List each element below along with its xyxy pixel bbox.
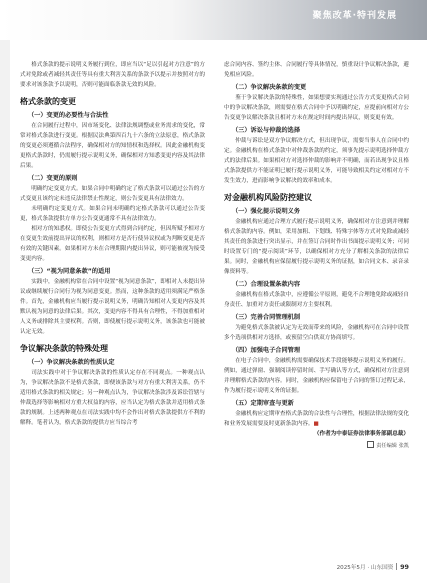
paragraph: 为避免格式条款被认定为无效而带来的风险，金融机构可在合同中设置多个选项供相对方选择，或预留空白供双方协商填写。: [224, 325, 409, 341]
paragraph: 金融机构在格式条款中，应遵循公平原则，避免不合理地免除或减轻自身责任、加重对方责任或限制对方主要权利。: [224, 292, 409, 308]
paragraph: 实践中，金融机构常在合同中设置“视为同意条款”，即相对人未提出异议或继续履行合同行为视为同意变更。然而，这种条款的适用须满足严格条件。首先，金融机构应当履行提示说明义务，明确告知相对人变更内容及其默认视为同意的法律后果。其次，变更内容不得具有合理性，不得加重相对人义务或排除其主要权利。否则，即使履行提示说明义务，该条款也可能被认定无效。: [20, 279, 205, 335]
right-column: [224, 60, 409, 449]
section-heading: 争议解决条款的特殊处理: [20, 344, 108, 353]
subsection-heading: （三）完善合同管理机制: [232, 314, 301, 321]
square-icon: [367, 441, 374, 448]
section-tag: 聚焦改革·特刊发展: [312, 11, 397, 21]
editor-credit: [224, 441, 409, 449]
left-column: [20, 60, 205, 428]
paragraph: 相对方的知悉权。即使公告变更方式得到合同约定，但因所赋予相对方在变更生效前提出异议的权利，则相对方是否行使异议权或为判断变更是否有效的关键因素。如果相对方未在合理期限内提出异议，则可能被视为接受变更内容。: [20, 226, 205, 262]
section-heading: 对金融机构风险防控建议: [224, 193, 312, 202]
subsection-heading: （一）争议解决条款的性质认定: [28, 359, 115, 366]
paragraph: 金融机构应通过合理方式履行提示说明义务，确保相对方注意到并理解格式条款的内容。例如，采用加粗、下划线、特殊字体等方式对免除或减轻其责任的条款进行突出显示，并在签订合同时作出书面提示说明义务；可同时设置专门的“提示阅读”环节，以确保相对方充分了解相关条款的法律后果。同时，金融机构应保留履行提示说明义务的证据，如合同文本、录音录像资料等。: [224, 219, 409, 275]
subsection-heading: （四）加强电子合同管理: [232, 347, 301, 354]
end-mark-icon: ■: [313, 421, 319, 427]
section-heading: 格式条款的变更: [20, 97, 76, 106]
subsection-heading: （三）诉讼与仲裁的选择: [232, 127, 301, 134]
paragraph: 在合同履行过程中，因市场变化、法律法规调整或业务需求的变化，常常对格式条款进行变更。根据民法典第四百九十六条的立法原意，格式条款的变更必须遵循合法程序，确保相对方的知情权和选择权。因此金融机构变更格式条款时，仍需履行提示说明义务，确保相对方知悉变更内容及其法律后果。: [20, 123, 205, 169]
paragraph: 格式条款的提示说明义务履行到位，即应当以“足以引起对方注意”的方式对免除或者减轻其责任等具有重大利害关系的条款予以提示并按照对方的要求对该条款予以说明，否则可能面临条款无效的风险。: [20, 62, 205, 88]
subsection-heading: （一）变更的必要性与合法性: [28, 112, 109, 119]
subsection-heading: （三）“视为同意条款”的适用: [28, 268, 111, 275]
paragraph: [224, 409, 409, 429]
paragraph: 司法实践中对于争议解决条款的性质认定存在不同观点。一种观点认为，争议解决条款不是格式条款，即便该条款与对方有重大利害关系，仍不适用格式条款的相关规定；另一种观点认为，争议解决条款涉及诉讼管辖与仲裁选择等影响相对方重大权益的内容，应当认定为格式条款并适用格式条款的规制。上述两种观点在司法实践中均不会作出对格式条款提供方不利的解释。笔者认为，格式条款的提供方应当综合考: [20, 370, 205, 426]
subsection-heading: （二）合理设置条款内容: [232, 281, 301, 288]
page-footer: [337, 563, 409, 571]
footer-divider: [396, 563, 397, 570]
left-rail: [0, 40, 10, 583]
paragraph: 仲裁与诉讼是双方争议解决方式，但出现争议，需要当事人在合同中约定。金融机构在格式条款中对仲裁条款的约定，须事先提示说明选择仲裁方式的法律后果。如果相对方对选择仲裁的影响并不明确，而若出现争议且格式条款提供方不能证明已履行提示说明义务，可能导致相关约定对相对方不发生效力，进而影响争议解决的效率和成本。: [224, 138, 409, 184]
subsection-heading: （二）争议解决条款的变更: [232, 84, 307, 91]
author-note: （作者为中泰证券法律事务部副总裁）: [313, 431, 409, 437]
paragraph: 明确约定变更方式。如果合同中明确约定了格式条款可以通过公告的方式变更且该约定未违反法律禁止性规定，则公告变更具有法律效力。: [20, 186, 205, 202]
subsection-heading: （二）变更的原则: [28, 175, 78, 182]
paragraph: 未明确约定变更方式。如果合同未明确约定格式条款可以通过公告变更，格式条款提供方单方公告变更通常不具有法律效力。: [20, 206, 205, 222]
header-band: [0, 0, 427, 40]
editor-name: 责任编辑 张凯: [376, 443, 409, 449]
paragraph: 鉴于争议解决条款的特殊性，如果想要实现通过公告方式变更格式合同中的争议解决条款，则需要在格式合同中予以明确约定，应提前向相对方公告变更争议解决条款且相对方未在规定时间内提出异议，则变更有效。: [224, 95, 409, 121]
subsection-heading: （五）定期审查与更新: [232, 400, 294, 407]
subsection-heading: （一）强化提示说明义务: [232, 208, 301, 215]
paragraph: 虑合同内容、签约主体、合同履行等具体情况，慎重设计争议解决条款，避免相应风险。: [224, 62, 409, 78]
page-number: 99: [400, 563, 409, 571]
issue-label: 2025年5月 · 山东国资: [336, 565, 394, 571]
paragraph: 在电子合同中，金融机构需要确保技术手段能够提示说明义务的履行。例如，通过弹窗、强制阅读停留时间、手写确认等方式，确保相对方注意到并理解格式条款的内容。同时，金融机构应保留电子合同的签订过程记录，作为履行提示说明义务的证据。: [224, 358, 409, 394]
paragraph-text: 金融机构应定期审查格式条款的合法性与合理性，根据法律法规的变化和业务发展需要及时更新条款内容。: [224, 411, 409, 427]
